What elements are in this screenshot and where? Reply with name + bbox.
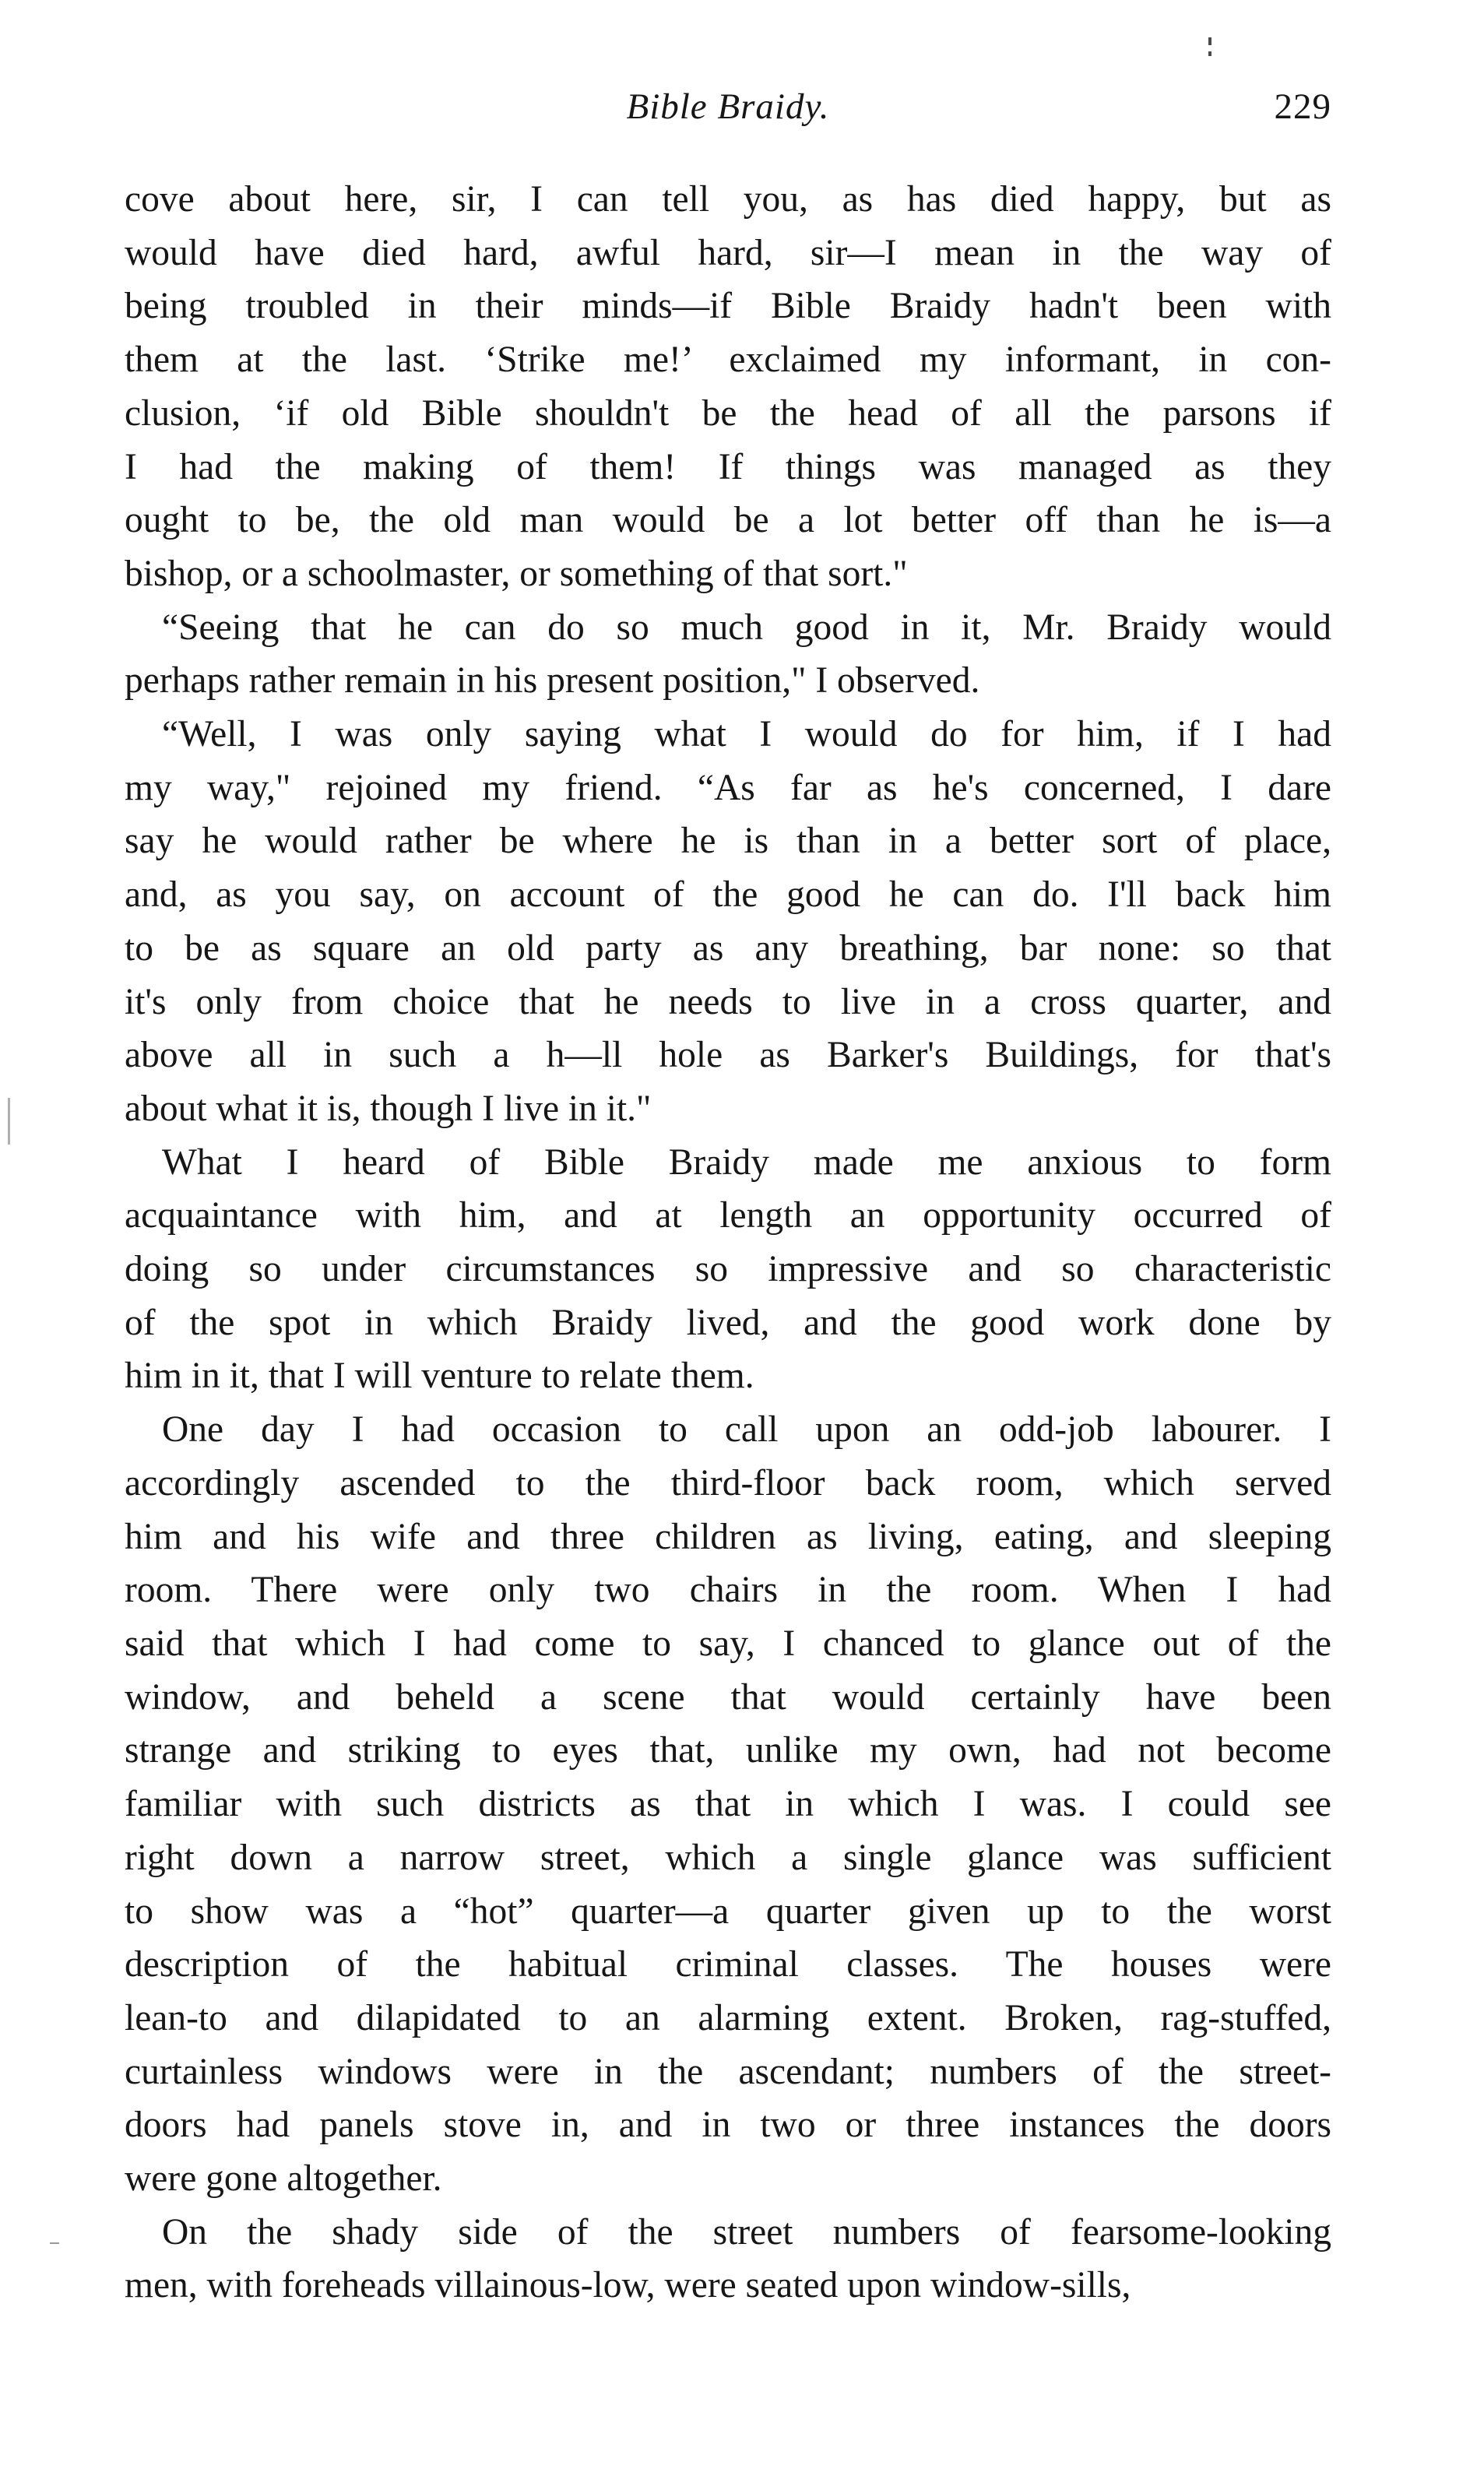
paragraph (125, 708, 1331, 1136)
text-line: I had the making of them! If things was managed as they (125, 446, 1331, 487)
text-line: curtainless windows were in the ascendant; numbers of the street- (125, 2051, 1331, 2092)
text-line: “Well, I was only saying what I would do for him, if I had (162, 714, 1331, 755)
text-line: description of the habitual criminal classes. The houses were (125, 1944, 1331, 1985)
text-line: accordingly ascended to the third-floor back room, which served (125, 1462, 1331, 1504)
paragraph (125, 601, 1331, 708)
text-line: doing so under circumstances so impressive and so characteristic (125, 1249, 1331, 1290)
text-line: doors had panels stove in, and in two or three instances the doors (125, 2105, 1331, 2146)
text-line: of the spot in which Braidy lived, and the good work done by (125, 1302, 1331, 1343)
text-line: said that which I had come to say, I chanced to glance out of the (125, 1623, 1331, 1664)
text-line: being troubled in their minds—if Bible Braidy hadn't been with (125, 286, 1331, 327)
text-line: it's only from choice that he needs to live in a cross quarter, and (125, 981, 1331, 1022)
body-text (125, 173, 1331, 2312)
text-line: to be as square an old party as any breathing, bar none: so that (125, 927, 1331, 969)
text-line: bishop, or a schoolmaster, or something of that sort." (125, 553, 908, 594)
paragraph (125, 1136, 1331, 1404)
text-line: would have died hard, awful hard, sir—I mean in the way of (125, 232, 1331, 273)
running-head (125, 86, 1331, 148)
text-line: to show was a “hot” quarter—a quarter given up to the worst (125, 1890, 1331, 1932)
text-line: and, as you say, on account of the good he can do. I'll back him (125, 874, 1331, 916)
page-number: 229 (1274, 86, 1331, 127)
print-speck (1208, 51, 1211, 56)
text-line: cove about here, sir, I can tell you, as has died happy, but as (125, 179, 1331, 220)
text-line: say he would rather be where he is than in a better sort of place, (125, 821, 1331, 862)
print-speck (1208, 37, 1211, 45)
text-line: ought to be, the old man would be a lot better off than he is—a (125, 500, 1331, 541)
text-line: about what it is, though I live in it." (125, 1088, 652, 1129)
text-line: above all in such a h—ll hole as Barker's Buildings, for that's (125, 1035, 1331, 1076)
paragraph (125, 2206, 1331, 2312)
text-line: strange and striking to eyes that, unlike my own, had not become (125, 1730, 1331, 1771)
text-line: them at the last. ‘Strike me!’ exclaimed my informant, in con- (125, 339, 1331, 381)
text-line: On the shady side of the street numbers of fearsome-looking (162, 2211, 1331, 2253)
page-edge-shadow (8, 1098, 10, 1145)
text-line: What I heard of Bible Braidy made me anxious to form (162, 1141, 1331, 1183)
text-line: clusion, ‘if old Bible shouldn't be the head of all the parsons if (125, 392, 1331, 434)
paragraph (125, 1403, 1331, 2206)
text-line: window, and beheld a scene that would certainly have been (125, 1676, 1331, 1718)
text-line: “Seeing that he can do so much good in it, Mr. Braidy would (162, 607, 1331, 648)
text-line: right down a narrow street, which a single glance was sufficient (125, 1837, 1331, 1878)
text-line: acquaintance with him, and at length an opportunity occurred of (125, 1195, 1331, 1236)
print-speck (50, 2242, 59, 2244)
text-line: him and his wife and three children as living, eating, and sleeping (125, 1516, 1331, 1557)
text-line: were gone altogether. (125, 2158, 442, 2200)
text-line: One day I had occasion to call upon an odd-job labourer. I (162, 1409, 1331, 1451)
text-line: men, with foreheads villainous-low, were seated upon window-sills, (125, 2265, 1131, 2306)
paragraph (125, 173, 1331, 601)
text-line: familiar with such districts as that in which I was. I could see (125, 1784, 1331, 1825)
text-line: my way," rejoined my friend. “As far as he's concerned, I dare (125, 767, 1331, 808)
text-line: lean-to and dilapidated to an alarming extent. Broken, rag-stuffed, (125, 1997, 1331, 2038)
running-title: Bible Braidy. (626, 86, 830, 127)
text-line: room. There were only two chairs in the room. When I had (125, 1570, 1331, 1611)
text-line: perhaps rather remain in his present position," I observed. (125, 660, 980, 702)
text-line: him in it, that I will venture to relate them. (125, 1356, 754, 1397)
